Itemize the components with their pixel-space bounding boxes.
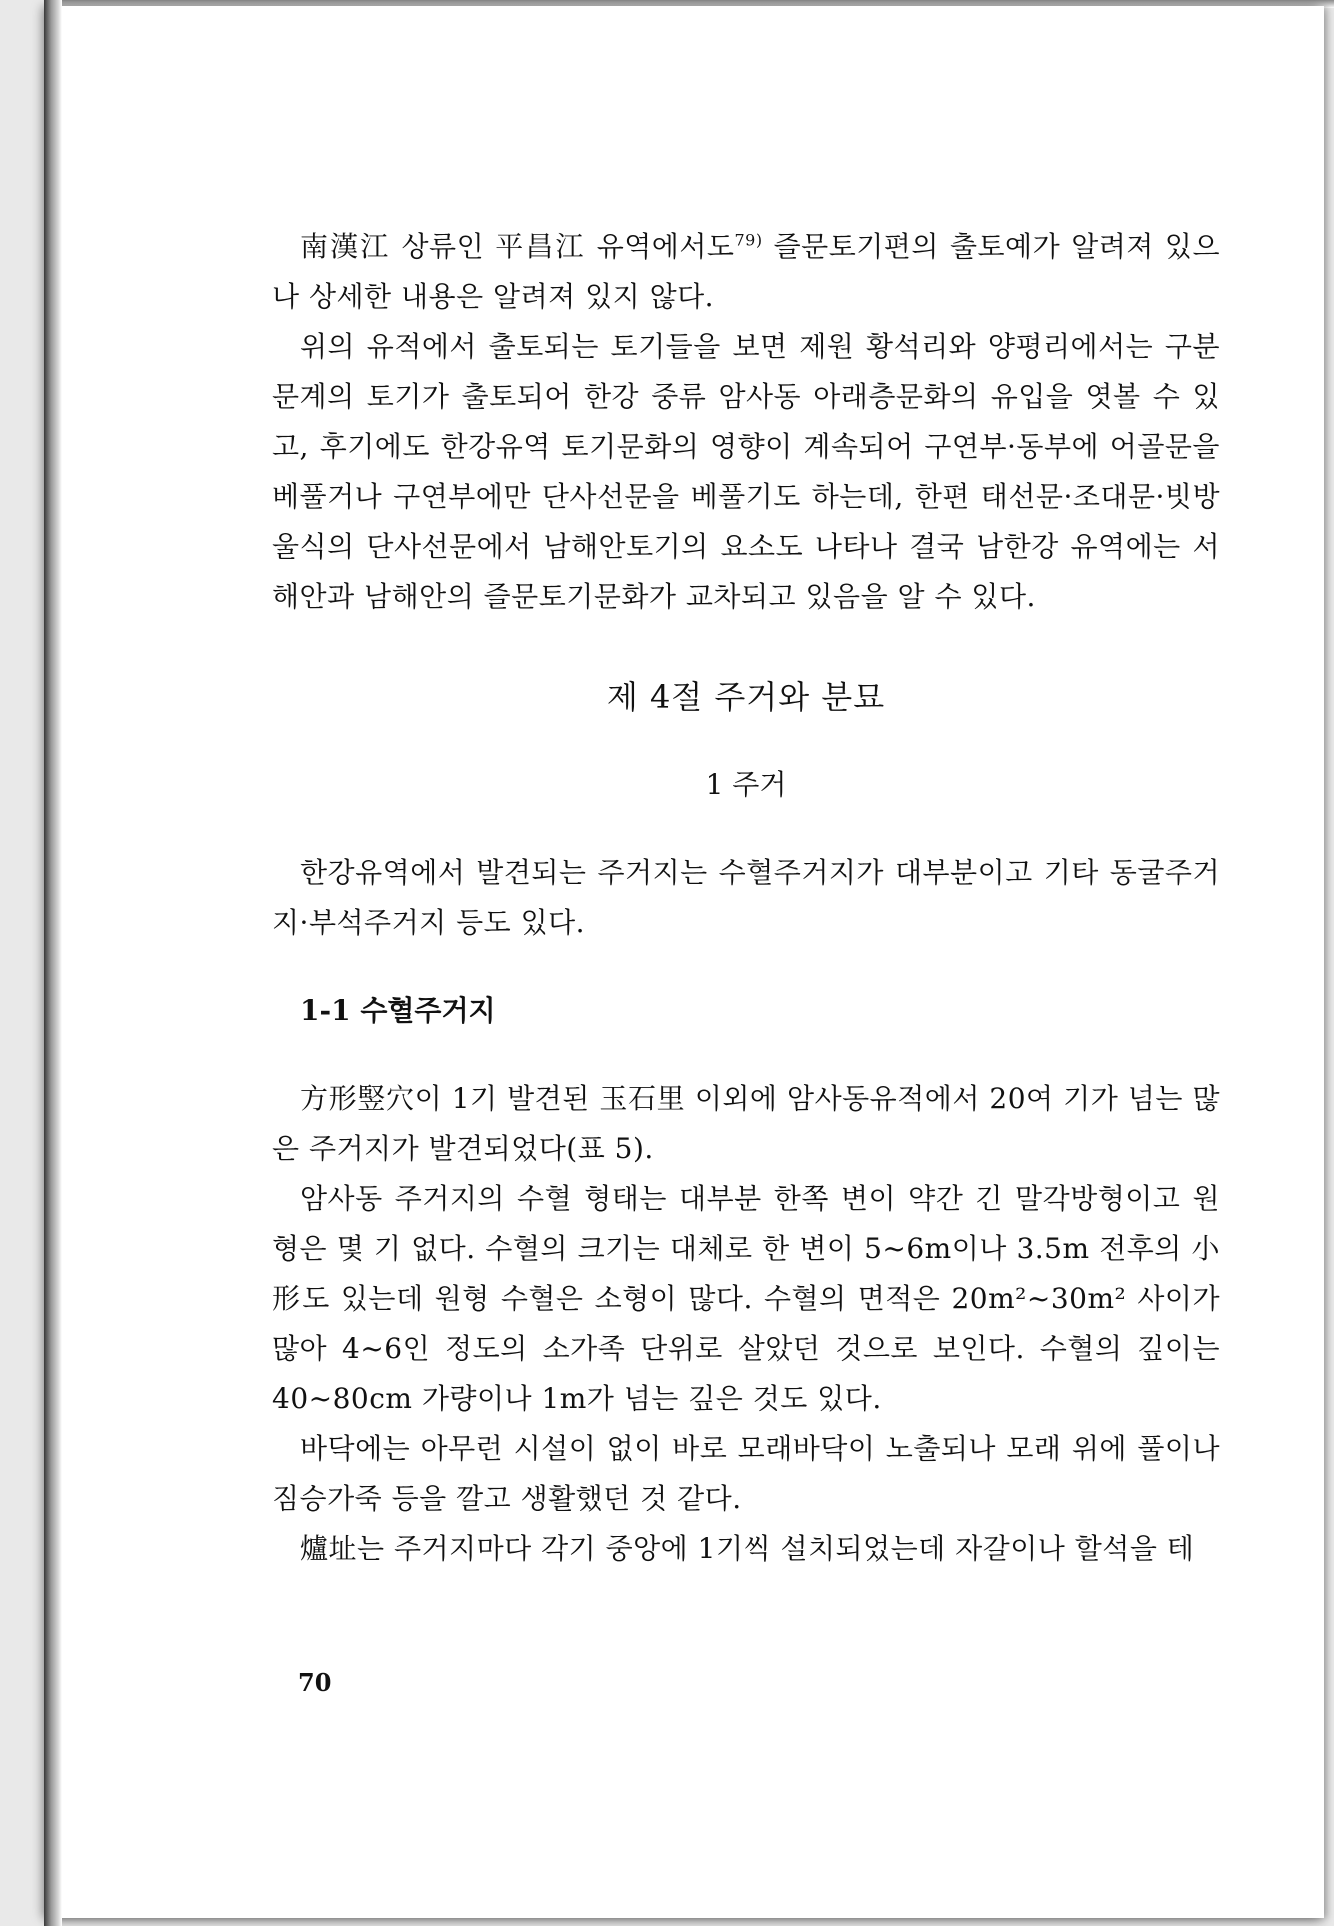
book-binding-shadow (44, 0, 62, 1926)
paragraph-1-text: 南漢江 상류인 平昌江 유역에서도 (300, 230, 735, 263)
spacer (272, 948, 1220, 986)
spacer (272, 722, 1220, 760)
spacer (272, 1036, 1220, 1074)
paragraph-6: 바닥에는 아무런 시설이 없이 바로 모래바닥이 노출되나 모래 위에 풀이나 짐승가죽 등을 깔고 생활했던 것 같다. (272, 1432, 1220, 1515)
paragraph-1 (272, 222, 1220, 322)
spacer (272, 810, 1220, 848)
subsection-title: 1 주거 (705, 768, 787, 801)
paragraph-1-rest: 즐문토기편의 출토예가 알려져 있으나 상세한 내용은 알려져 있지 않다. (272, 230, 1220, 313)
section-title: 제 4절 주거와 분묘 (606, 678, 886, 716)
paragraph-7: 爐址는 주거지마다 각기 중앙에 1기씩 설치되었는데 자갈이나 할석을 테 (300, 1532, 1195, 1565)
footnote-marker: 79) (734, 230, 763, 250)
page-number: 70 (298, 1668, 332, 1697)
paragraph-2: 위의 유적에서 출토되는 토기들을 보면 제원 황석리와 양평리에서는 구분문계의 토기가 출토되어 한강 중류 암사동 아래층문화의 유입을 엿볼 수 있고, 후기에도 한강유역 토기문화의 영향이 계속되어 구연부·동부에 어골문을 베풀거나 구연부에만 단사선문을 베풀기도 하는데, 한편 태선문·조대문·빗방울식의 단사선문에서 남해안토기의 요소도 나타나 결국 남한강 유역에는 서해안과 남해안의 즐문토기문화가 교차되고 있음을 알 수 있다. (272, 330, 1220, 613)
paragraph-3: 한강유역에서 발견되는 주거지는 수혈주거지가 대부분이고 기타 동굴주거지·부석주거지 등도 있다. (272, 856, 1220, 939)
paragraph-5: 암사동 주거지의 수혈 형태는 대부분 한쪽 변이 약간 긴 말각방형이고 원형은 몇 기 없다. 수혈의 크기는 대체로 한 변이 5~6m이나 3.5m 전후의 小形도 있는데 원형 수혈은 소형이 많다. 수혈의 면적은 20m²~30m² 사이가 많아 4~6인 정도의 소가족 단위로 살았던 것으로 보인다. 수혈의 깊이는 40~80cm 가량이나 1m가 넘는 깊은 것도 있다. (272, 1182, 1220, 1415)
subsubsection-title: 1-1 수혈주거지 (300, 994, 496, 1027)
paragraph-4: 方形竪穴이 1기 발견된 玉石里 이외에 암사동유적에서 20여 기가 넘는 많은 주거지가 발견되었다(표 5). (272, 1082, 1220, 1165)
page-body (272, 222, 1220, 1574)
spacer (272, 622, 1220, 672)
